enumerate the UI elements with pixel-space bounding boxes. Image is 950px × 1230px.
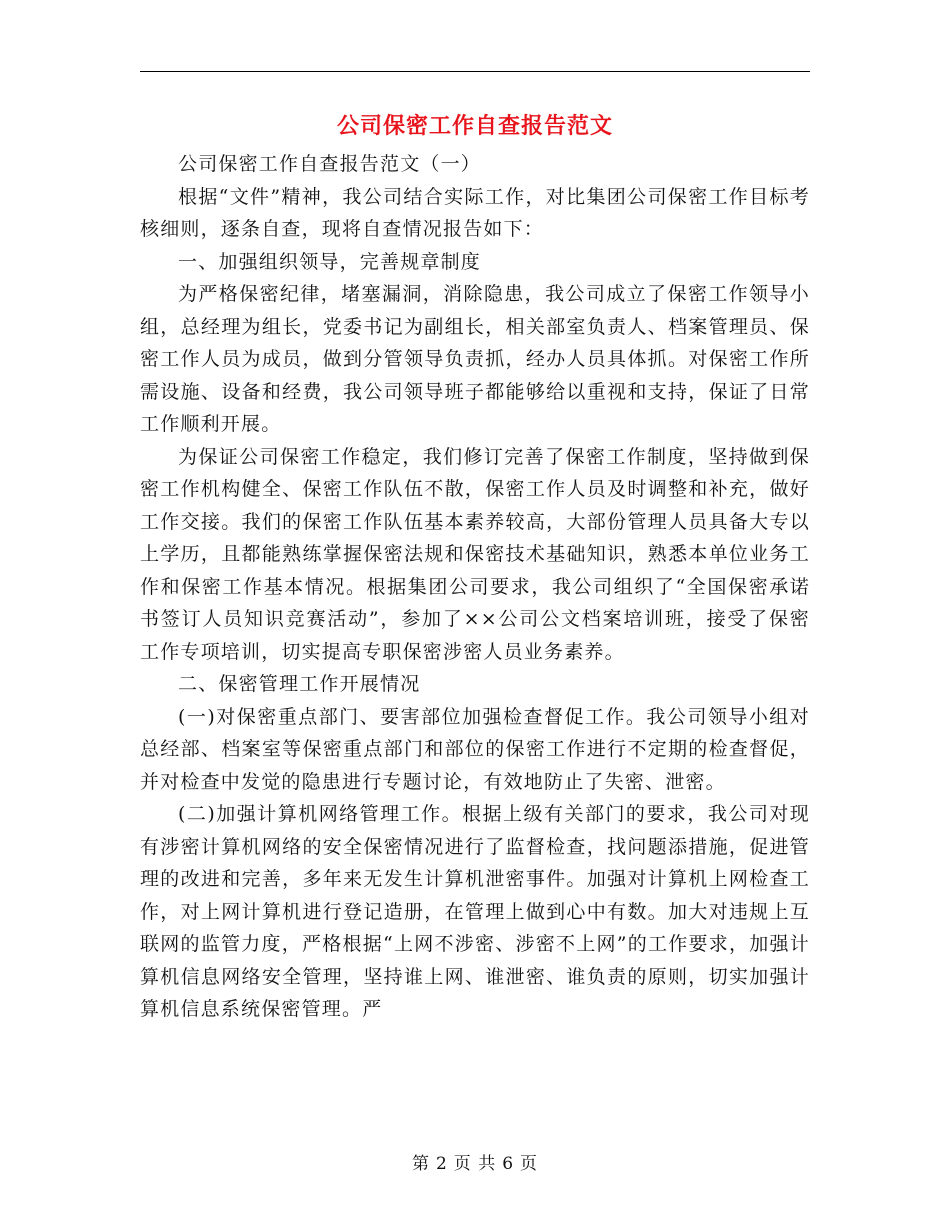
header-rule <box>140 71 810 72</box>
body-paragraph: 为保证公司保密工作稳定，我们修订完善了保密工作制度，坚持做到保密工作机构健全、保密工作队伍不散，保密工作人员及时调整和补充，做好工作交接。我们的保密工作队伍基本素养较高，大部份管理人员具备大专以上学历，且都能熟练掌握保密法规和保密技术基础知识，熟悉本单位业务工作和保密工作基本情况。根据集团公司要求，我公司组织了“全国保密承诺书签订人员知识竞赛活动”，参加了××公司公文档案培训班，接受了保密工作专项培训，切实提高专职保密涉密人员业务素养。 <box>140 445 810 663</box>
current-page-number: 2 <box>435 1154 448 1174</box>
total-pages-number: 6 <box>502 1154 515 1174</box>
section-heading-2: 二、保密管理工作开展情况 <box>178 673 421 695</box>
document-body <box>140 148 810 1026</box>
body-paragraph: 为严格保密纪律，堵塞漏洞，消除隐患，我公司成立了保密工作领导小组，总经理为组长，党委书记为副组长，相关部室负责人、档案管理员、保密工作人员为成员，做到分管领导负责抓，经办人员具体抓。对保密工作所需设施、设备和经费，我公司领导班子都能够给以重视和支持，保证了日常工作顺利开展。 <box>140 283 810 435</box>
section-heading-1: 一、加强组织领导，完善规章制度 <box>178 250 482 273</box>
document-title: 公司保密工作自查报告范文 <box>336 113 613 139</box>
page-footer <box>0 1152 950 1176</box>
body-paragraph: (一)对保密重点部门、要害部位加强检查督促工作。我公司领导小组对总经部、档案室等保密重点部门和部位的保密工作进行不定期的检查督促，并对检查中发觉的隐患进行专题讨论，有效地防止了失密、泄密。 <box>140 705 810 793</box>
intro-paragraph: 根据“文件”精神，我公司结合实际工作，对比集团公司保密工作目标考核细则，逐条自查，现将自查情况报告如下： <box>140 185 810 240</box>
body-paragraph: (二)加强计算机网络管理工作。根据上级有关部门的要求，我公司对现有涉密计算机网络的安全保密情况进行了监督检查，找问题添措施，促进管理的改进和完善，多年来无发生计算机泄密事件。加强对计算机上网检查工作，对上网计算机进行登记造册，在管理上做到心中有数。加大对违规上互联网的监管力度，严格根据“上网不涉密、涉密不上网”的工作要求，加强计算机信息网络安全管理，坚持谁上网、谁泄密、谁负责的原则，切实加强计算机信息系统保密管理。严 <box>140 803 810 1020</box>
subtitle-paragraph: 公司保密工作自查报告范文（一） <box>178 153 482 175</box>
footer-prefix: 第 <box>411 1154 430 1174</box>
footer-suffix: 页 <box>520 1154 539 1174</box>
footer-middle: 页 共 <box>453 1154 497 1174</box>
